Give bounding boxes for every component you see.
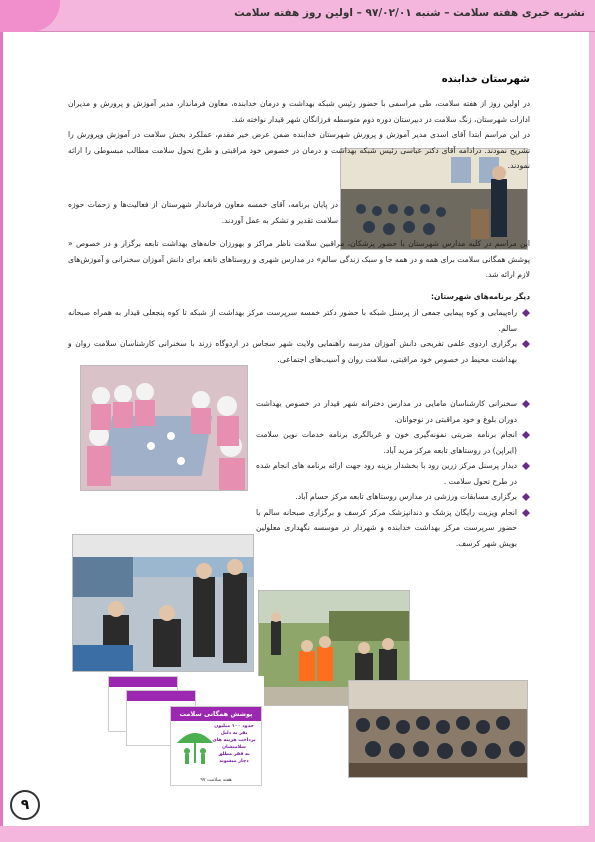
bullet-icon [522,431,530,439]
list-item: راه‌پیمایی و کوه پیمایی جمعی از پرسنل شبکه با حضور دکتر خمسه سرپرست مرکز بهداشت از شبکه تا کوه پنجعلی قیدار به همراه صبحانه سالم. [68,305,530,336]
bullet-icon [522,340,530,348]
poster-text: حدود ۱۰۰ میلیون نفر به دلیل پرداخت هزینه های سلامتشان به فقر مطلق دچار میشوند [212,724,256,764]
paragraph-intro: در اولین روز از هفته سلامت، طی مراسمی با حضور رئیس شبکه بهداشت و درمان خدابنده، معاون فرماندار، مدیر آموزش و پرورش و مدیران ادارات شهرستان، زنگ سلامت در دبیرستان دوره دوم متوسطه فرزانگان شهر قیدار نواخته شد. [68,99,530,124]
students-photo [80,365,248,491]
footer-bar [0,826,595,842]
bullet-icon [522,509,530,517]
health-coverage-poster [108,676,264,786]
program-list [68,305,530,367]
paragraph-ceremony: در این مراسم ابتدا آقای اسدی مدیر آموزش و پرورش شهرستان خدابنده ضمن عرض خیر مقدم، عملکرد بخش سلامت در آموزش وپرورش را تشریح نمودند. درادامه آقای دکتر عباسی رئیس شبکه بهداشت و درمان در خصوص خود مراقبتی و طرح تحول سلامت مطالب مبسوطی را ارائه نمودند. [68,130,530,170]
section-title: شهرستان خدابنده [441,74,530,85]
list-item: انجام ویزیت رایگان پزشک و دندانپزشک مرکز کرسف و برگزاری صبحانه سالم با حضور سرپرست مرکز بهداشت خدابنده و شهردار در موسسه نگهداری معلولین بویش شهر کرسف. [256,505,530,552]
poster-heading: پوشش همگانی سلامت [171,707,261,721]
poster-main [170,706,262,786]
header-bar [0,0,595,32]
audience-photo [348,680,528,778]
bullet-icon [522,400,530,408]
page-number: ۹ [10,790,40,820]
paragraph-schools: این مراسم در کلیه مدارس شهرستان با حضور پزشکان، مراقبین سلامت ناظر مراکز و بهورزان خانه‌های بهداشت تابعه برگزار و در خصوص « پوشش همگانی سلامت برای همه و در همه جا و سبک زندگی سالم» در مدارس شهری و روستاهای تابعه برای دانش آموزان سخنرانی و آموزش‌های لازم ارائه شد. [68,239,530,279]
list-item: برگزاری مسابقات ورزشی در مدارس روستاهای تابعه مرکز حسام آباد. [256,489,530,505]
bullet-icon [522,462,530,470]
umbrella-family-icon [175,725,215,769]
bullet-icon [522,309,530,317]
other-programs-heading: دیگر برنامه‌های شهرستان: [431,292,530,301]
list-item: انجام برنامه ضربتی نمونه‌گیری خون و غربالگری برنامه خدمات نوین سلامت (ایراپن) در روستاهای تابعه مرکز مزید آباد. [256,427,530,458]
header-decoration [0,0,60,32]
paragraph-closing: در پایان برنامه، آقای خمسه معاون فرماندار شهرستان از فعالیت‌ها و زحمات حوزه سلامت تقدیر و تشکر به عمل آوردند. [68,200,338,225]
list-item: سخنرانی کارشناسان مامایی در مدارس دخترانه شهر قیدار در خصوص بهداشت دوران بلوغ و خود مراقبتی در نوجوانان. [256,396,530,427]
side-stripe [589,32,595,842]
list-item: دیدار پرسنل مرکز زرین رود با بخشدار بزینه رود جهت ارائه برنامه های انجام شده در طرح تحول سلامت . [256,458,530,489]
list-item: برگزاری اردوی علمی تفریحی دانش آموزان مدرسه راهنمایی ولایت شهر سجاس در اردوگاه زرند با سخنرانی کارشناسان سلامت روان و بهداشت محیط در خصوص خود مراقبتی، سلامت روان و آسیب‌های اجتماعی. [68,336,530,367]
clinic-visit-photo [72,534,254,672]
bullet-icon [522,493,530,501]
program-list-right [256,396,530,551]
poster-footer: هفته سلامت ۹۷ [200,778,232,783]
newsletter-title: نشریه خبری هفته سلامت – شنبه ۹۷/۰۲/۰۱ – اولین روز هفته سلامت [234,7,585,19]
